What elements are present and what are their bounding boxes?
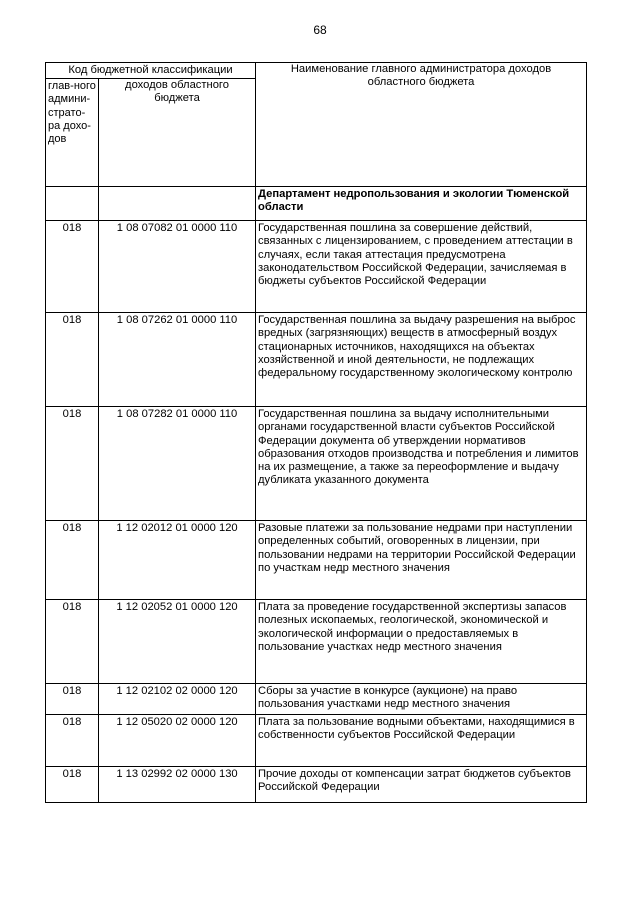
row-admin-code: 018 xyxy=(46,600,99,684)
header-revenue-code: доходов областного бюджета xyxy=(99,79,256,187)
row-revenue-code: 1 08 07262 01 0000 110 xyxy=(99,313,256,407)
budget-classification-table xyxy=(45,62,587,803)
row-admin-code: 018 xyxy=(46,221,99,313)
table-row xyxy=(46,313,587,407)
row-revenue-name: Государственная пошлина за совершение действий, связанных с лицензированием, с проведением аттестации в случаях, если такая аттестация предусмотрена законодательством Российской Федерации, зачисляемая в бюджеты субъектов Российской Федерации xyxy=(256,221,587,313)
row-revenue-name: Сборы за участие в конкурсе (аукционе) на право пользования участками недр местного значения xyxy=(256,684,587,715)
department-code-cell xyxy=(99,187,256,221)
page-number: 68 xyxy=(313,23,327,37)
row-revenue-name: Государственная пошлина за выдачу исполнительными органами государственной власти субъектов Российской Федерации документа об утверждении нормативов образования отходов производства и потребления и лимитов на их размещение, а также за переоформление и выдачу дубликата указанного документа xyxy=(256,407,587,521)
row-revenue-code: 1 08 07082 01 0000 110 xyxy=(99,221,256,313)
header-admin-code: глав-ного админи-страто-ра дохо-дов xyxy=(46,79,99,187)
row-admin-code: 018 xyxy=(46,715,99,767)
header-administrator-name: Наименование главного администратора доходов областного бюджета xyxy=(256,63,587,187)
department-admin-cell xyxy=(46,187,99,221)
row-revenue-code: 1 08 07282 01 0000 110 xyxy=(99,407,256,521)
row-revenue-code: 1 13 02992 02 0000 130 xyxy=(99,767,256,803)
table-row xyxy=(46,767,587,803)
row-admin-code: 018 xyxy=(46,684,99,715)
header-classification-code: Код бюджетной классификации xyxy=(46,63,256,79)
table-row xyxy=(46,684,587,715)
row-admin-code: 018 xyxy=(46,521,99,600)
row-revenue-code: 1 12 02102 02 0000 120 xyxy=(99,684,256,715)
header-row-group xyxy=(46,63,587,79)
table-row xyxy=(46,600,587,684)
row-revenue-code: 1 12 02012 01 0000 120 xyxy=(99,521,256,600)
table-row xyxy=(46,715,587,767)
row-revenue-name: Государственная пошлина за выдачу разрешения на выброс вредных (загрязняющих) веществ в атмосферный воздух стационарных источников, находящихся на объектах хозяйственной и иной деятельности, не подлежащих федеральному государственному экологическому контролю xyxy=(256,313,587,407)
row-revenue-code: 1 12 05020 02 0000 120 xyxy=(99,715,256,767)
table-row xyxy=(46,407,587,521)
row-admin-code: 018 xyxy=(46,767,99,803)
row-revenue-name: Плата за пользование водными объектами, находящимися в собственности субъектов Российской Федерации xyxy=(256,715,587,767)
row-revenue-name: Разовые платежи за пользование недрами при наступлении определенных событий, оговоренных в лицензии, при пользовании недрами на территории Российской Федерации по участкам недр местного значения xyxy=(256,521,587,600)
row-revenue-code: 1 12 02052 01 0000 120 xyxy=(99,600,256,684)
table-row xyxy=(46,221,587,313)
department-row xyxy=(46,187,587,221)
department-name: Департамент недропользования и экологии Тюменской области xyxy=(256,187,587,221)
row-revenue-name: Прочие доходы от компенсации затрат бюджетов субъектов Российской Федерации xyxy=(256,767,587,803)
row-admin-code: 018 xyxy=(46,313,99,407)
row-admin-code: 018 xyxy=(46,407,99,521)
row-revenue-name: Плата за проведение государственной экспертизы запасов полезных ископаемых, геологической, экономической и экологической информации о предоставляемых в пользование участках недр местного значения xyxy=(256,600,587,684)
table-row xyxy=(46,521,587,600)
